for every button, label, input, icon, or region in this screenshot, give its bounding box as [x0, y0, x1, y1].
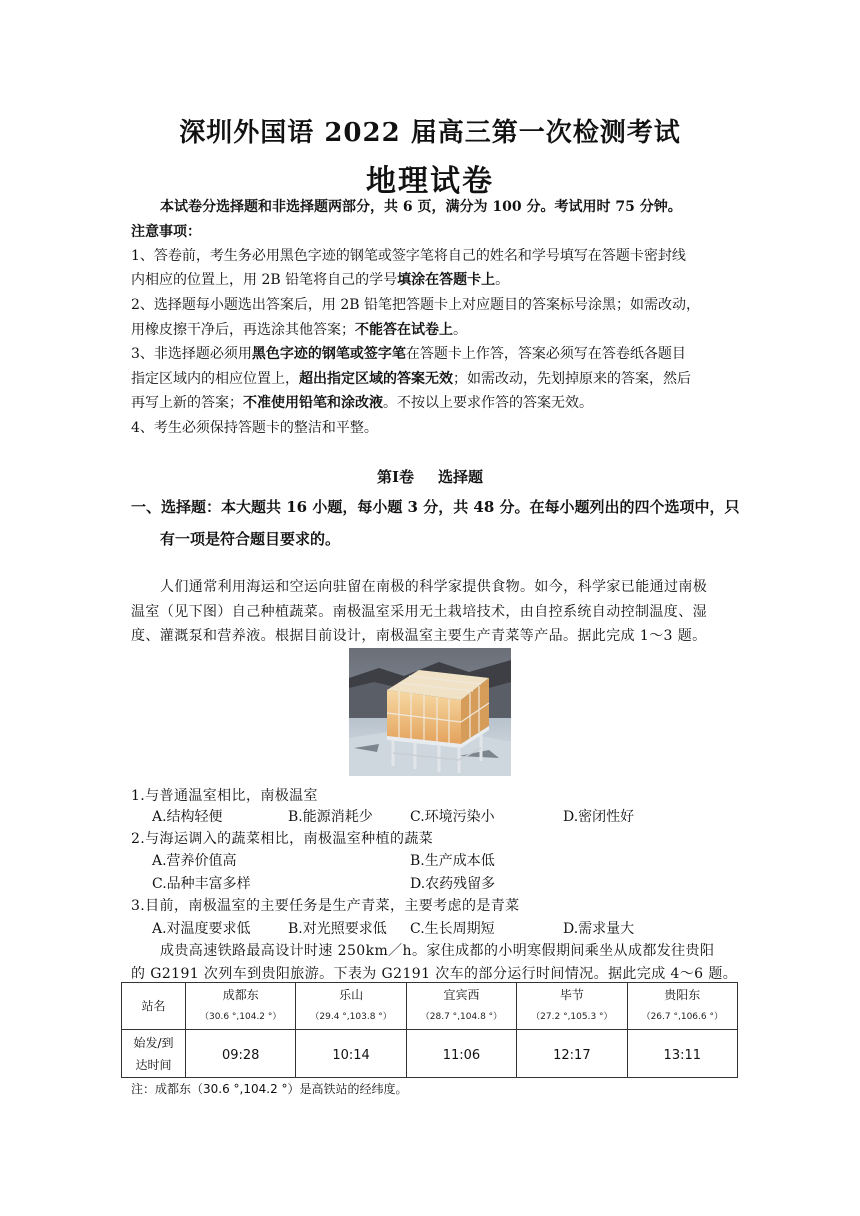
note-text: 。	[453, 322, 467, 338]
station-cell	[186, 983, 296, 1030]
row-label-text: 达时间	[135, 1057, 172, 1072]
question-2-stem: 2.与海运调入的蔬菜相比，南极温室种植的蔬菜	[131, 831, 434, 847]
time-cell	[627, 1030, 737, 1078]
question-2-option-d: D.农药残留多	[410, 876, 496, 892]
time-value: 11:06	[442, 1048, 481, 1063]
row-label-station	[122, 983, 186, 1030]
note-text: 内相应的位置上，用 2B 铅笔将自己的学号	[131, 272, 398, 288]
passage-1-line-3: 度、灌溉泵和营养液。根据目前设计，南极温室主要生产青菜等产品。据此完成 1～3 题。	[131, 628, 707, 644]
time-cell	[186, 1030, 296, 1078]
station-cell	[296, 983, 406, 1030]
exam-title: 深圳外国语 2022 届高三第一次检测考试	[179, 118, 681, 148]
note-emphasis: 黑色字迹的钢笔或签字笔	[251, 346, 406, 362]
time-cell	[517, 1030, 627, 1078]
station-name: 成都东	[222, 988, 259, 1002]
note-text: 3、非选择题必须用	[131, 346, 252, 362]
note-emphasis: 超出指定区域的答案无效	[299, 371, 453, 387]
question-3-option-c: C.生长周期短	[410, 921, 495, 937]
question-1-stem: 1.与普通温室相比，南极温室	[131, 788, 318, 804]
section-name: 选择题	[438, 468, 484, 486]
intro-text: 本试卷分选择题和非选择题两部分，共 6 页，满分为 100 分。考试用时 75 分钟。	[160, 199, 682, 215]
question-3-option-d: D.需求量大	[563, 921, 635, 937]
question-3-option-b: B.对光照要求低	[288, 921, 387, 937]
station-cell	[627, 983, 737, 1030]
question-1-option-b: B.能源消耗少	[288, 809, 373, 825]
question-1-option-c: C.环境污染小	[410, 809, 495, 825]
note-text: 在答题卡上作答，答案必须写在答卷纸各题目	[405, 346, 686, 362]
time-value: 12:17	[553, 1048, 591, 1063]
question-1-option-a: A.结构轻便	[152, 809, 223, 825]
passage-2-line-2: 的 G2191 次列车到贵阳旅游。下表为 G2191 次车的部分运行时间情况。据此完成 4～6 题。	[131, 966, 738, 982]
question-2-option-c: C.品种丰富多样	[152, 876, 251, 892]
note-text: 用橡皮擦干净后，再选涂其他答案；	[131, 322, 355, 338]
question-3-stem: 3.目前，南极温室的主要任务是生产青菜，主要考虑的是青菜	[131, 898, 520, 914]
note-text: ；如需改动，先划掉原来的答案，然后	[453, 371, 691, 387]
question-1-option-d: D.密闭性好	[563, 809, 635, 825]
note-emphasis: 填涂在答题卡上	[397, 272, 496, 288]
note-text: 指定区域内的相应位置上，	[131, 371, 299, 387]
station-name: 乐山	[339, 988, 364, 1002]
note-4: 4、考生必须保持答题卡的整洁和平整。	[131, 420, 378, 436]
station-coord: （28.7 °,104.8 °）	[420, 1012, 503, 1022]
note-3-line-1	[131, 342, 686, 366]
station-cell	[406, 983, 516, 1030]
note-text: 再写上新的答案；	[131, 395, 243, 411]
note-2-line-1: 2、选择题每小题选出答案后，用 2B 铅笔把答题卡上对应题目的答案标号涂黑；如需改动，	[131, 297, 701, 313]
time-value: 10:14	[332, 1048, 370, 1063]
row-label-time	[122, 1030, 186, 1078]
station-coord: （27.2 °,105.3 °）	[531, 1012, 613, 1022]
note-3-line-3	[131, 391, 593, 415]
section-instruction-line-1: 一、选择题：本大题共 16 小题，每小题 3 分，共 48 分。在每小题列出的四个选项中，只	[131, 498, 740, 516]
station-name: 贵阳东	[664, 988, 701, 1002]
question-2-option-b: B.生产成本低	[410, 853, 495, 869]
antarctic-greenhouse-photo	[349, 648, 511, 776]
time-value: 09:28	[221, 1048, 260, 1063]
note-2-line-2	[131, 318, 467, 342]
station-name: 宜宾西	[443, 988, 480, 1002]
passage-2-line-1: 成贵高速铁路最高设计时速 250km／h。家住成都的小明寒假期间乘坐从成都发往贵阳	[160, 943, 715, 959]
note-3-line-2	[131, 367, 691, 391]
station-coord: （26.7 °,106.6 °）	[641, 1012, 723, 1022]
note-emphasis: 不能答在试卷上	[355, 322, 453, 338]
table-row	[122, 983, 738, 1030]
note-text: 。不按以上要求作答的答案无效。	[383, 395, 593, 411]
station-coord: （30.6 °,104.2 °）	[200, 1012, 282, 1022]
time-value: 13:11	[663, 1048, 702, 1063]
station-name: 毕节	[559, 988, 584, 1002]
note-text: 。	[495, 272, 510, 288]
note-emphasis: 不准使用铅笔和涂改液	[243, 395, 383, 411]
station-cell	[517, 983, 627, 1030]
passage-1-line-1: 人们通常利用海运和空运向驻留在南极的科学家提供食物。如今，科学家已能通过南极	[160, 579, 708, 595]
section-title	[0, 466, 860, 487]
question-3-option-a: A.对温度要求低	[152, 921, 251, 937]
time-cell	[406, 1030, 516, 1078]
table-footnote: 注：成都东（30.6 °,104.2 °）是高铁站的经纬度。	[131, 1082, 408, 1096]
note-1-line-2	[131, 268, 509, 292]
section-part: 第Ⅰ卷	[376, 468, 414, 486]
question-2-option-a: A.营养价值高	[152, 853, 237, 869]
passage-1-line-2: 温室（见下图）自己种植蔬菜。南极温室采用无土栽培技术，由自控系统自动控制温度、湿	[131, 604, 707, 620]
table-row	[122, 1030, 738, 1078]
train-schedule-table	[121, 982, 738, 1078]
row-label-text: 始发/到	[133, 1035, 174, 1050]
notes-heading: 注意事项：	[131, 224, 201, 240]
subject-title: 地理试卷	[366, 164, 494, 199]
station-coord: （29.4 °,103.8 °）	[310, 1012, 392, 1022]
row-label-text: 站名	[141, 999, 166, 1013]
section-instruction-line-2: 有一项是符合题目要求的。	[160, 530, 341, 548]
time-cell	[296, 1030, 406, 1078]
note-1-line-1: 1、答卷前，考生务必用黑色字迹的钢笔或签字笔将自己的姓名和学号填写在答题卡密封线	[131, 248, 686, 264]
